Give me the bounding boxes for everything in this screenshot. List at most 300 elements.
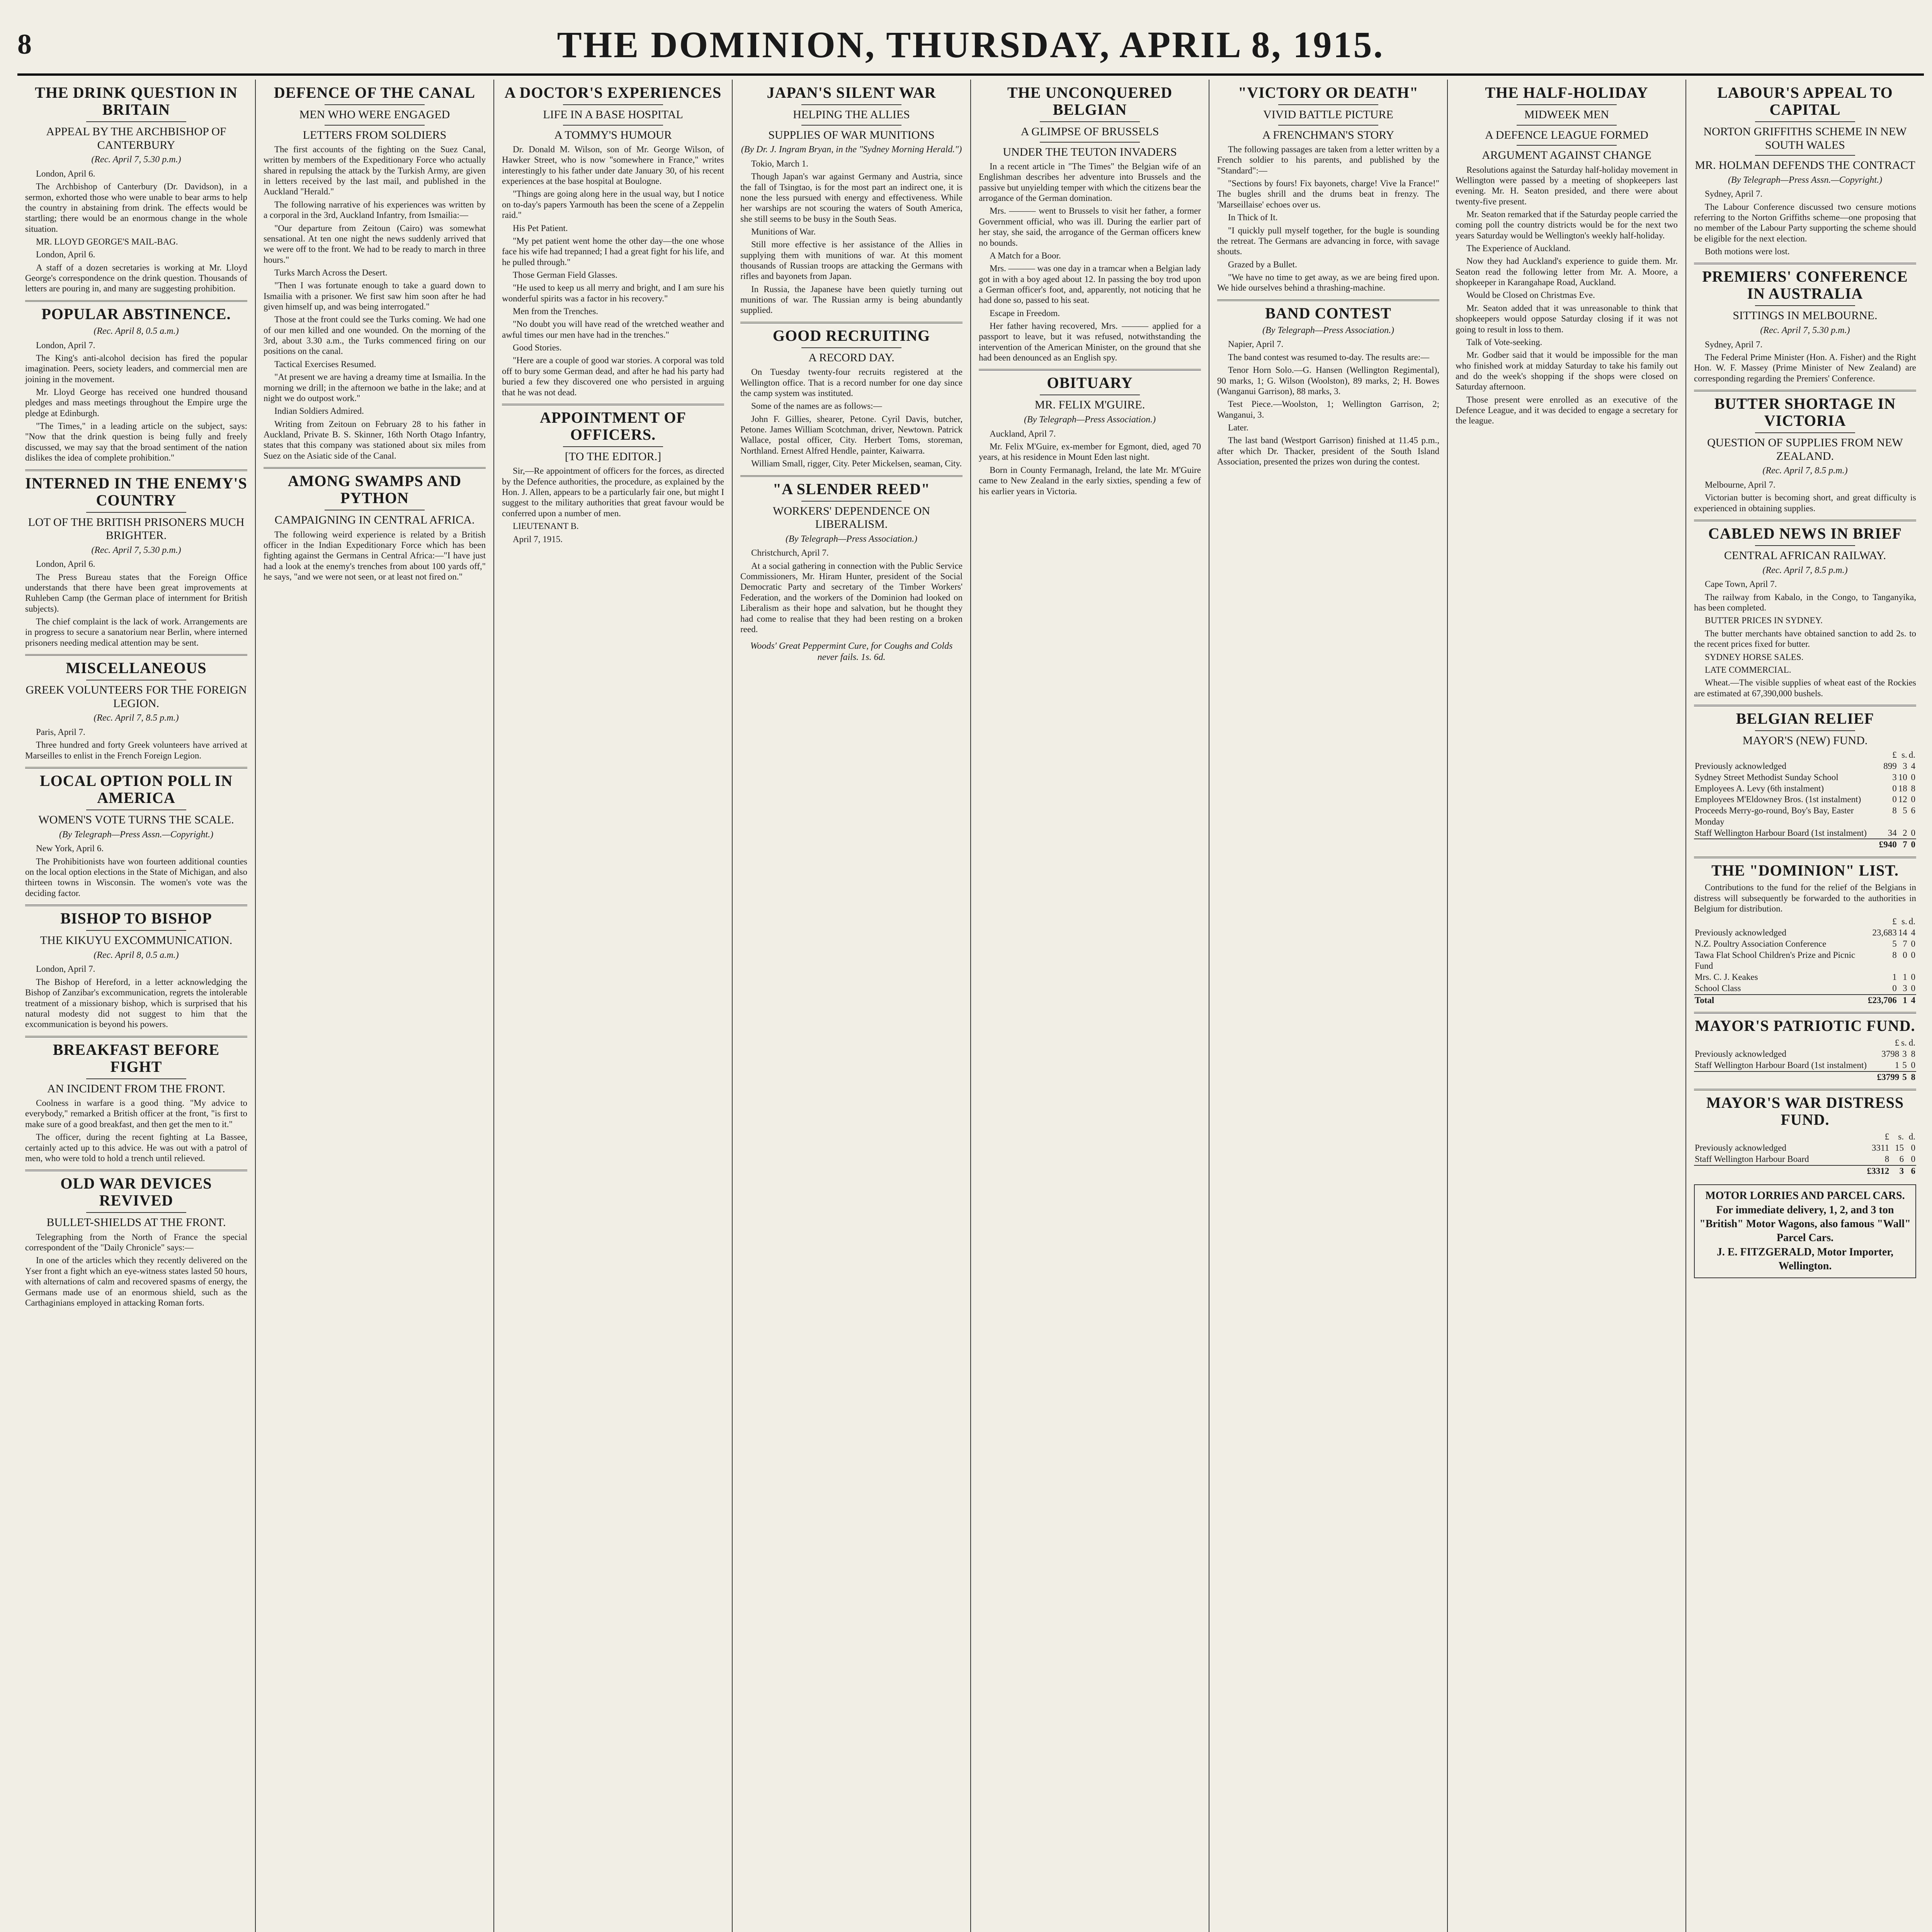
- table-cell: Sydney Street Methodist Sunday School: [1695, 772, 1838, 782]
- article-paragraph: The following passages are taken from a letter written by a French soldier to his parents, and published by the "Standard":—: [1217, 145, 1442, 175]
- article-paragraph: Coolness in warfare is a good thing. "My advice to everybody," remarked a British officer at the front, "is first to make sure of a good breakfast, and then get the men to it.": [25, 1098, 250, 1129]
- article-paragraph: His Pet Patient.: [513, 223, 568, 233]
- table-row: [1694, 927, 1916, 939]
- article: [502, 404, 724, 544]
- table-total-cell: 8: [1908, 1071, 1916, 1083]
- table-cell: 899: [1883, 761, 1897, 771]
- article-separator: [25, 1170, 247, 1171]
- article-paragraph: Napier, April 7.: [1228, 339, 1284, 349]
- article-subheading: QUESTION OF SUPPLIES FROM NEW ZEALAND.: [1707, 436, 1903, 463]
- table-total-row: [1694, 1165, 1916, 1177]
- article-paragraph: London, April 7.: [36, 964, 95, 974]
- table-cell: 7: [1903, 939, 1907, 949]
- article-headline: THE UNCONQUERED BELGIAN: [1007, 84, 1173, 118]
- advertisement: [1694, 1184, 1916, 1278]
- table-cell: Staff Wellington Harbour Board (1st instalment): [1695, 1060, 1867, 1070]
- article: [25, 905, 250, 1029]
- article-dateline: (Rec. April 8, 0.5 a.m.): [94, 326, 179, 336]
- article-dateline: (Rec. April 7, 8.5 p.m.): [1762, 466, 1848, 476]
- table-cell: 0: [1911, 983, 1915, 993]
- article-paragraph: Paris, April 7.: [36, 727, 85, 737]
- article: [1694, 1089, 1916, 1177]
- table-cell: 0: [1911, 950, 1915, 960]
- article-paragraph: Cape Town, April 7.: [1705, 579, 1777, 589]
- article-paragraph: Her father having recovered, Mrs. ——— applied for a passport to leave, but it was refused, notwithstanding the intervention of the American Minister, on the ground that she had been denounced as an English spy.: [979, 321, 1203, 363]
- page-title: THE DOMINION, THURSDAY, APRIL 8, 1915.: [557, 24, 1384, 65]
- article-headline: LOCAL OPTION POLL IN AMERICA: [40, 772, 233, 807]
- article-headline: "VICTORY OR DEATH": [1238, 84, 1418, 101]
- article-paragraph: LIEUTENANT B.: [513, 521, 579, 531]
- article: [740, 322, 963, 469]
- article-paragraph: The first accounts of the fighting on the Suez Canal, written by members of the Expeditionary Force who actually shared in repulsing the attack by the Turkish Army, are given in letters received by the last mail, and published in the Auckland "Herald.": [264, 145, 488, 197]
- article-headline: OLD WAR DEVICES REVIVED: [60, 1175, 212, 1209]
- table-total-cell: 6: [1905, 1165, 1916, 1177]
- article: [25, 300, 250, 463]
- table-cell: 34: [1888, 828, 1897, 838]
- table-header-cell: d.: [1908, 917, 1915, 927]
- table-cell: 0: [1892, 783, 1897, 793]
- article-paragraph: "No doubt you will have read of the wretched weather and awful times our men have had in the trenches.": [502, 319, 726, 340]
- table-cell: 8: [1884, 1154, 1889, 1164]
- table-cell: 0: [1911, 972, 1915, 982]
- table-row: [1694, 794, 1916, 805]
- article-paragraph: Though Japan's war against Germany and Austria, since the fall of Tsingtao, is for the most part an indirect one, it is none the less pursued with energy and effectiveness. While her warships are not scouring the waters of South America, she still seems to be busy in the South Seas.: [740, 172, 965, 224]
- article: [264, 467, 486, 582]
- table-cell: Employees M'Eldowney Bros. (1st instalment): [1695, 794, 1861, 804]
- article-paragraph: "Our departure from Zeitoun (Cairo) was somewhat sensational. At ten one night the news suddenly arrived that we were off to the front. We had to be ready to march in three hours.": [264, 223, 488, 265]
- article: [25, 469, 250, 648]
- article-headline: PREMIERS' CONFERENCE IN AUSTRALIA: [1702, 268, 1908, 303]
- article-subheading: CENTRAL AFRICAN RAILWAY.: [1724, 549, 1886, 562]
- table-cell: 6: [1911, 806, 1915, 816]
- table-cell: School Class: [1695, 983, 1741, 993]
- article-paragraph: Mrs. ——— went to Brussels to visit her father, a former Government official, who was ill. During the earlier part of her stay, she said, the arrogance of the German officers knew no bounds.: [979, 206, 1203, 248]
- table-cell: 0: [1911, 939, 1915, 949]
- table-row: [1694, 983, 1916, 995]
- table-cell: 8: [1911, 1049, 1915, 1059]
- article-paragraph: A Match for a Boor.: [990, 250, 1061, 260]
- article-paragraph: Sydney, April 7.: [1705, 339, 1763, 349]
- table-row: [1694, 772, 1916, 783]
- article-headline: BELGIAN RELIEF: [1736, 709, 1874, 727]
- article-subheading: A FRENCHMAN'S STORY: [1262, 128, 1395, 141]
- table-total-cell: 4: [1908, 995, 1916, 1006]
- article-separator: [25, 300, 247, 302]
- table-total-cell: Total: [1694, 995, 1867, 1006]
- table-cell: 0: [1892, 983, 1897, 993]
- article-paragraph: The King's anti-alcohol decision has fired the popular imagination. Peers, society leaders, and commercial men are joining in the movement.: [25, 353, 250, 384]
- article-subheading: GREEK VOLUNTEERS FOR THE FOREIGN LEGION.: [26, 684, 247, 710]
- table-cell: 0: [1911, 772, 1915, 782]
- page-number: 8: [17, 28, 32, 60]
- headline-rule: [1040, 121, 1140, 122]
- table-total-cell: 0: [1908, 839, 1916, 850]
- table-cell: 3798: [1881, 1049, 1900, 1059]
- article-paragraph: "Sections by fours! Fix bayonets, charge! Vive la France!" The bugles shrill and the drums beat in frenzy. The 'Marseillaise' echoes over us.: [1217, 179, 1442, 209]
- article-headline: CABLED NEWS IN BRIEF: [1708, 525, 1902, 543]
- article-subheading: LETTERS FROM SOLDIERS: [303, 128, 447, 141]
- article: [1694, 390, 1916, 514]
- headline-rule: [1517, 104, 1617, 105]
- headline-rule: [801, 104, 901, 105]
- article: [740, 475, 963, 635]
- article-paragraph: A staff of a dozen secretaries is working at Mr. Lloyd George's correspondence on the drink question. Thousands of letters are pouring in, and many are suggesting prohibition.: [25, 262, 250, 294]
- article: [25, 654, 250, 761]
- article-subheading: WORKERS' DEPENDENCE ON LIBERALISM.: [772, 504, 930, 531]
- table-row: [1694, 1143, 1916, 1154]
- table-cell: 0: [1892, 794, 1897, 804]
- headline-rule: [86, 1212, 186, 1213]
- table-row: [1694, 805, 1916, 828]
- article-dateline: (By Telegraph—Press Association.): [785, 534, 918, 544]
- column-1: [17, 80, 256, 1932]
- table-cell: 18: [1898, 783, 1907, 793]
- article-paragraph: Both motions were lost.: [1705, 247, 1790, 257]
- article-separator: [1694, 520, 1916, 521]
- column-7: [1448, 80, 1686, 1932]
- article-paragraph: Those present were enrolled as an executive of the Defence League, and it was decided to engage a secretary for the league.: [1456, 395, 1680, 426]
- article-headline: OBITUARY: [1047, 374, 1133, 392]
- table-cell: 5: [1903, 806, 1907, 816]
- article-separator: [25, 469, 247, 471]
- subscription-table: [1694, 1037, 1916, 1083]
- article-dateline: (By Telegraph—Press Association.): [1024, 414, 1156, 425]
- article-paragraph: New York, April 6.: [36, 844, 104, 854]
- article-dateline: (By Telegraph—Press Assn.—Copyright.): [59, 829, 214, 840]
- table-cell: 4: [1911, 761, 1915, 771]
- article-separator: [264, 467, 486, 469]
- article-headline: JAPAN'S SILENT WAR: [767, 84, 936, 101]
- headline-rule: [86, 121, 186, 122]
- table-cell: 15: [1895, 1143, 1904, 1153]
- article-headline: THE "DOMINION" LIST.: [1711, 862, 1899, 879]
- table-cell: Previously acknowledged: [1695, 1143, 1786, 1153]
- article-paragraph: MR. LLOYD GEORGE'S MAIL-BAG.: [36, 236, 178, 247]
- headline-rule: [1517, 145, 1617, 146]
- headline-rule: [86, 930, 186, 931]
- article-dateline: (Rec. April 7, 5.30 p.m.): [91, 545, 181, 555]
- table-total-cell: [1694, 1165, 1857, 1177]
- table-header-cell: s.: [1901, 917, 1907, 927]
- article: [979, 369, 1201, 496]
- table-cell: Previously acknowledged: [1695, 1049, 1786, 1059]
- advertisement-line: For immediate delivery, 1, 2, and 3 ton "British" Motor Wagons, also famous "Wall" Parcel Cars.: [1699, 1204, 1911, 1244]
- table-cell: N.Z. Poultry Association Conference: [1695, 939, 1827, 949]
- table-cell: 0: [1911, 828, 1915, 838]
- article: [1694, 84, 1916, 257]
- article-paragraph: The chief complaint is the lack of work. Arrangements are in progress to secure a sanatorium near Berlin, where interned prisoners needing medical attention may be sent.: [25, 617, 250, 648]
- article-dateline: (By Dr. J. Ingram Bryan, in the "Sydney Morning Herald."): [741, 145, 962, 155]
- article-subheading: MEN WHO WERE ENGAGED: [299, 108, 450, 121]
- article: [1694, 263, 1916, 384]
- table-row: [1694, 1049, 1916, 1060]
- article-paragraph: William Small, rigger, City. Peter Mickelsen, seaman, City.: [751, 459, 962, 469]
- table-total-cell: 3: [1890, 1165, 1905, 1177]
- article-subheading: BULLET-SHIELDS AT THE FRONT.: [46, 1216, 226, 1229]
- article-paragraph: The Labour Conference discussed two censure motions referring to the Norton Griffiths scheme—one proposing that no member of the Labour Party supporting the scheme should be eligible for the next election.: [1694, 202, 1918, 243]
- article-paragraph: "He used to keep us all merry and bright, and I am sure his wonderful spirits was a factor in his recovery.": [502, 283, 726, 303]
- table-cell: 10: [1898, 772, 1907, 782]
- article-paragraph: Sir,—Re appointment of officers for the forces, as directed by the Defence authorities, the procedure, as explained by the Hon. J. Allen, appears to be a particularly fair one, but might I suggest to the military authorities that great favour would be conferred upon a number of men.: [502, 466, 726, 518]
- article-paragraph: At a social gathering in connection with the Public Service Commissioners, Mr. Hiram Hunter, president of the Social Democratic Party and secretary of the Timber Workers' Federation, and the workers of the Dominion had looked on Liberalism as their hope and salvation, but he thought they had come to realise that they had been resting on a broken reed.: [740, 561, 965, 634]
- table-row: [1694, 828, 1916, 839]
- headline-rule: [1755, 432, 1855, 433]
- article-headline: POPULAR ABSTINENCE.: [41, 305, 231, 323]
- article-paragraph: Contributions to the fund for the relief of the Belgians in distress will subsequently be forwarded to the authorities in Belgium for distribution.: [1694, 883, 1918, 913]
- article-paragraph: In one of the articles which they recently delivered on the Yser front a fight which an eye-witness states lasted 50 hours, with alternations of calm and recovered spasms of energy, the Germans made use of an enormous shield, such as the Carthaginians employed in attacking Roman forts.: [25, 1255, 250, 1308]
- article-paragraph: London, April 6.: [36, 168, 95, 179]
- advertisement-line: MOTOR LORRIES AND PARCEL CARS.: [1705, 1190, 1905, 1202]
- table-cell: 3: [1892, 772, 1897, 782]
- article-paragraph: Wheat.—The visible supplies of wheat east of the Rockies are estimated at 67,390,000 bushels.: [1694, 678, 1918, 698]
- article-paragraph: The Archbishop of Canterbury (Dr. Davidson), in a sermon, exhorted those who were unable to bear arms to help the country in abstaining from drink. The effects would be startling; there would be an enormous change in the whole situation.: [25, 182, 250, 234]
- article-separator: [1694, 857, 1916, 858]
- columns: [17, 80, 1924, 1932]
- article-subheading: NORTON GRIFFITHS SCHEME IN NEW SOUTH WALES: [1703, 125, 1907, 151]
- headline-rule: [801, 501, 901, 502]
- headline-rule: [563, 104, 663, 105]
- article-paragraph: Talk of Vote-seeking.: [1466, 337, 1543, 347]
- article-separator: [1694, 705, 1916, 706]
- article-separator: [25, 767, 247, 769]
- table-header-cell: d.: [1908, 750, 1915, 760]
- article-paragraph: Now they had Auckland's experience to guide them. Mr. Seaton read the following letter from Mr. A. Moore, a shopkeeper in Karangahape Road, Auckland.: [1456, 256, 1680, 287]
- table-row: [1694, 783, 1916, 794]
- table-cell: 3311: [1872, 1143, 1889, 1153]
- article-subheading: WOMEN'S VOTE TURNS THE SCALE.: [38, 813, 234, 827]
- table-cell: 4: [1911, 928, 1915, 938]
- headline-rule: [1755, 730, 1855, 731]
- article: [1694, 520, 1916, 699]
- article-paragraph: The following weird experience is related by a British officer in the Indian Expeditionary Force which has been fighting against the Germans in Central Africa:—"I have just had a look at the enemy's trenches from about 100 yards off," he says, "and we were not seen, or at least not fired on.": [264, 529, 488, 582]
- article-paragraph: Mr. Felix M'Guire, ex-member for Egmont, died, aged 70 years, at his residence in Mount Eden last night.: [979, 442, 1203, 462]
- article-paragraph: Indian Soldiers Admired.: [274, 406, 364, 416]
- headline-rule: [1517, 125, 1617, 126]
- table-row: [1694, 972, 1916, 983]
- article-paragraph: London, April 7.: [36, 340, 95, 350]
- table-cell: 2: [1903, 828, 1907, 838]
- article-headline: THE DRINK QUESTION IN BRITAIN: [35, 84, 238, 118]
- article-paragraph: The last band (Westport Garrison) finished at 11.45 p.m., after which Dr. Thacker, president of the South Island Association, presented the prizes won during the contest.: [1217, 435, 1442, 467]
- article-subheading: THE KIKUYU EXCOMMUNICATION.: [40, 934, 233, 947]
- subscription-table: [1694, 916, 1916, 1006]
- table-row: [1694, 1060, 1916, 1071]
- article-subheading: CAMPAIGNING IN CENTRAL AFRICA.: [274, 514, 475, 527]
- article-paragraph: Mr. Seaton remarked that if the Saturday people carried the coming poll the country districts would be for the next two years Saturday would be Wellington's weekly half-holiday.: [1456, 209, 1680, 240]
- table-total-cell: £23,706: [1867, 995, 1898, 1006]
- table-row: [1694, 950, 1916, 972]
- article-subheading: LIFE IN A BASE HOSPITAL: [543, 108, 683, 121]
- table-total-cell: £3312: [1857, 1165, 1890, 1177]
- article-paragraph: Those at the front could see the Turks coming. We had one of our men killed and one wounded. On the morning of the 3rd, about 3.30 a.m., the Turks commenced firing on our positions on the canal.: [264, 315, 488, 356]
- column-4: [733, 80, 971, 1932]
- article-paragraph: Later.: [1228, 422, 1248, 432]
- article-headline: A DOCTOR'S EXPERIENCES: [504, 84, 722, 101]
- article: [1217, 84, 1442, 293]
- table-cell: 8: [1911, 783, 1915, 793]
- table-total-cell: 1: [1898, 995, 1908, 1006]
- table-cell: Previously acknowledged: [1695, 928, 1786, 938]
- article-paragraph: The Bishop of Hereford, in a letter acknowledging the Bishop of Zanzibar's excommunication, regrets the intolerable treatment of a missionary bishop, which is surprised that his natural modesty did not suggest to him that the excommunication is beyond his powers.: [25, 977, 250, 1029]
- table-row: [1694, 939, 1916, 950]
- article-paragraph: "I quickly pull myself together, for the bugle is sounding the retreat. The Germans are advancing in force, with savage shouts.: [1217, 225, 1442, 257]
- table-total-cell: 5: [1900, 1071, 1908, 1083]
- table-cell: 0: [1911, 1143, 1915, 1153]
- article-paragraph: The butter merchants have obtained sanction to add 2s. to the recent prices fixed for butter.: [1694, 628, 1918, 649]
- article-separator: [979, 369, 1201, 371]
- article-headline: APPOINTMENT OF OFFICERS.: [540, 408, 686, 443]
- article-separator: [25, 654, 247, 656]
- table-cell: 0: [1903, 950, 1907, 960]
- table-cell: 0: [1911, 1154, 1915, 1164]
- article-dateline: (Rec. April 7, 8.5 p.m.): [94, 713, 179, 723]
- article-paragraph: BUTTER PRICES IN SYDNEY.: [1705, 616, 1823, 626]
- article: [1694, 1012, 1916, 1083]
- headline-rule: [1278, 125, 1378, 126]
- subscription-table: [1694, 750, 1916, 850]
- table-header-cell: s.: [1901, 1038, 1907, 1048]
- article-subheading: VIVID BATTLE PICTURE: [1263, 108, 1393, 121]
- article-paragraph: Those German Field Glasses.: [513, 270, 617, 280]
- article-headline: BAND CONTEST: [1265, 304, 1391, 322]
- footer-advertisement: Woods' Great Peppermint Cure, for Coughs and Colds never fails. 1s. 6d.: [750, 641, 953, 663]
- article-subheading: MIDWEEK MEN: [1524, 108, 1609, 121]
- article-subheading: UNDER THE TEUTON INVADERS: [1003, 145, 1177, 158]
- article-headline: THE HALF-HOLIDAY: [1485, 84, 1648, 101]
- article: [502, 84, 724, 398]
- article-subheading: MAYOR'S (NEW) FUND.: [1742, 734, 1868, 747]
- article-subheading: A DEFENCE LEAGUE FORMED: [1485, 128, 1648, 141]
- article: [1694, 857, 1916, 1006]
- article-separator: [1694, 390, 1916, 391]
- article-headline: INTERNED IN THE ENEMY'S COUNTRY: [25, 474, 247, 509]
- article-subheading: HELPING THE ALLIES: [793, 108, 910, 121]
- table-header-row: [1694, 1131, 1916, 1143]
- article-paragraph: Men from the Trenches.: [513, 306, 599, 316]
- table-header-cell: £: [1892, 917, 1897, 927]
- table-cell: 23,683: [1872, 928, 1897, 938]
- table-header-cell: £: [1892, 750, 1897, 760]
- article-subheading: LOT OF THE BRITISH PRISONERS MUCH BRIGHTER.: [28, 515, 245, 542]
- table-total-row: [1694, 839, 1916, 850]
- article-separator: [1694, 1089, 1916, 1090]
- table-cell: Mrs. C. J. Keakes: [1695, 972, 1758, 982]
- article-paragraph: Still more effective is her assistance of the Allies in supplying them with munitions of war. At this moment thousands of Russian troops are attacking the Germans with rifles and bayonets from Japan.: [740, 240, 965, 281]
- article: [979, 84, 1201, 363]
- table-header-cell: s.: [1901, 750, 1907, 760]
- headline-rule: [86, 1078, 186, 1079]
- article-paragraph: Mr. Godber said that it would be impossible for the man who finished work at midday Saturday to take his family out and do the week's shopping if the shops were closed on Saturday afternoon.: [1456, 350, 1680, 392]
- article-separator: [1694, 263, 1916, 264]
- article-paragraph: Test Piece.—Woolston, 1; Wellington Garrison, 2; Wanganui, 3.: [1217, 399, 1442, 420]
- table-cell: 1: [1903, 972, 1907, 982]
- headline-rule: [1755, 545, 1855, 546]
- column-8: [1686, 80, 1924, 1932]
- article-paragraph: "Things are going along here in the usual way, but I notice on to-day's papers Yarmouth has been the scene of a Zeppelin raid.": [502, 189, 726, 220]
- table-cell: 8: [1892, 806, 1897, 816]
- article-paragraph: The railway from Kabalo, in the Congo, to Tanganyika, has been completed.: [1694, 592, 1918, 613]
- table-total-row: [1694, 995, 1916, 1006]
- article-paragraph: Escape in Freedom.: [990, 308, 1060, 318]
- article: [1694, 705, 1916, 850]
- article: [264, 84, 486, 461]
- article-headline: BUTTER SHORTAGE IN VICTORIA: [1714, 395, 1896, 430]
- article-dateline: (Rec. April 7, 5.30 p.m.): [91, 155, 181, 165]
- article-paragraph: The following narrative of his experiences was written by a corporal in the 3rd, Auckland Infantry, from Ismailia:—: [264, 199, 488, 220]
- article-paragraph: April 7, 1915.: [513, 534, 563, 544]
- table-cell: Staff Wellington Harbour Board (1st instalment): [1695, 828, 1867, 838]
- article-paragraph: Dr. Donald M. Wilson, son of Mr. George Wilson, of Hawker Street, who is now "somewhere in France," writes interestingly to his father under date January 30, of his recent experiences at the base hospital at Boulogne.: [502, 145, 726, 186]
- table-total-cell: £940: [1878, 839, 1898, 850]
- table-total-cell: [1694, 839, 1878, 850]
- article: [740, 84, 963, 316]
- article-paragraph: The officer, during the recent fighting at La Bassee, certainly acted up to this advice. He was out with a patrol of men, who were told to hold a trench until relieved.: [25, 1132, 250, 1163]
- table-cell: 0: [1911, 1060, 1915, 1070]
- table-cell: 3: [1902, 1049, 1907, 1059]
- article-paragraph: In a recent article in "The Times" the Belgian wife of an Englishman describes her adventure into Brussels and the passive but unyielding temper with which the citizens bear the arrogance of the German domination.: [979, 162, 1203, 203]
- article-paragraph: The band contest was resumed to-day. The results are:—: [1228, 352, 1430, 362]
- article-subheading: A RECORD DAY.: [808, 351, 895, 364]
- table-cell: 1: [1892, 972, 1897, 982]
- table-header-cell: £: [1895, 1038, 1900, 1048]
- article-separator: [25, 1036, 247, 1037]
- table-cell: Proceeds Merry-go-round, Boy's Bay, Easter Monday: [1695, 806, 1854, 827]
- headline-rule: [325, 104, 425, 105]
- table-header-cell: [1694, 750, 1878, 761]
- article-paragraph: In Thick of It.: [1228, 213, 1278, 223]
- article-paragraph: The Press Bureau states that the Foreign Office understands that there have been great improvements at Ruhleben Camp (the German place of internment for British subjects).: [25, 572, 250, 614]
- table-header-cell: d.: [1908, 1038, 1915, 1048]
- article-separator: [25, 905, 247, 906]
- table-total-cell: [1694, 1071, 1875, 1083]
- article-paragraph: SYDNEY HORSE SALES.: [1705, 652, 1804, 662]
- headline-rule: [563, 446, 663, 447]
- article: [25, 84, 250, 294]
- article-subheading: ARGUMENT AGAINST CHANGE: [1482, 149, 1651, 162]
- headline-rule: [1278, 104, 1378, 105]
- article-paragraph: Auckland, April 7.: [990, 429, 1056, 439]
- article-paragraph: Would be Closed on Christmas Eve.: [1466, 290, 1595, 300]
- table-row: [1694, 1154, 1916, 1165]
- table-cell: Previously acknowledged: [1695, 761, 1786, 771]
- article-paragraph: Grazed by a Bullet.: [1228, 259, 1297, 269]
- article-subheading: [TO THE EDITOR.]: [565, 450, 662, 463]
- article-paragraph: Tactical Exercises Resumed.: [274, 359, 376, 369]
- article-subheading: MR. FELIX M'GUIRE.: [1034, 398, 1145, 412]
- headline-rule: [801, 347, 901, 348]
- headline-rule: [801, 125, 901, 126]
- article-paragraph: Melbourne, April 7.: [1705, 480, 1776, 490]
- article-paragraph: London, April 6.: [36, 559, 95, 569]
- table-cell: 12: [1898, 794, 1907, 804]
- article: [1217, 299, 1442, 467]
- article: [25, 1170, 250, 1308]
- table-total-cell: 7: [1898, 839, 1908, 850]
- headline-rule: [86, 512, 186, 513]
- column-6: [1209, 80, 1448, 1932]
- article-paragraph: The Federal Prime Minister (Hon. A. Fisher) and the Right Hon. W. F. Massey (Prime Minister of New Zealand) are corresponding regarding the Premiers' Conference.: [1694, 352, 1918, 383]
- article-subheading: APPEAL BY THE ARCHBISHOP OF CANTERBURY: [46, 125, 226, 151]
- table-cell: 14: [1898, 928, 1907, 938]
- article-dateline: (Rec. April 7, 5.30 p.m.): [1760, 325, 1850, 335]
- headline-rule: [1040, 142, 1140, 143]
- table-cell: 6: [1899, 1154, 1904, 1164]
- table-total-row: [1694, 1071, 1916, 1083]
- article-dateline: (By Telegraph—Press Association.): [1262, 325, 1395, 335]
- article-dateline: (Rec. April 8, 0.5 a.m.): [94, 950, 179, 960]
- article-paragraph: Born in County Fermanagh, Ireland, the late Mr. M'Guire came to New Zealand in the early sixties, spending a few of his earlier years in Victoria.: [979, 465, 1203, 496]
- article-paragraph: "At present we are having a dreamy time at Ismailia. In the morning we drill; in the afternoon we bathe in the lake; and at night we do outpost work.": [264, 372, 488, 403]
